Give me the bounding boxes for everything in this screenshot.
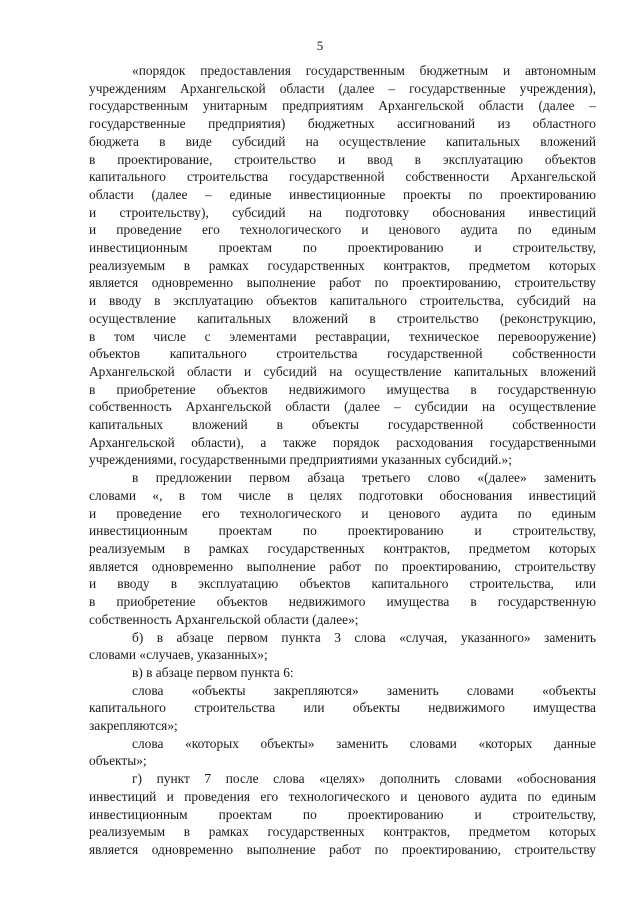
text-line: и вводу в эксплуатацию объектов капитального строительства, или bbox=[89, 576, 596, 592]
text-line: государственные предприятия) бюджетных ассигнований из областного bbox=[89, 116, 596, 132]
text-line: является одновременно выполнение работ по проектированию, строительству bbox=[89, 558, 596, 574]
text-line: осуществление капитальных вложений в строительство (реконструкцию, bbox=[89, 310, 596, 326]
text-line: в том числе с элементами реставрации, техническое перевооружение) bbox=[89, 328, 596, 344]
text-line: является одновременно выполнение работ по проектированию, строительству bbox=[89, 275, 596, 291]
text-line: слова «объекты закрепляются» заменить словами «объекты bbox=[132, 682, 596, 698]
text-line: капитального строительства или объекты недвижимого имущества bbox=[89, 700, 596, 716]
text-line: и вводу в эксплуатацию объектов капитального строительства, субсидий на bbox=[89, 293, 596, 309]
text-line: государственным унитарным предприятиям Архангельской области (далее – bbox=[89, 98, 596, 114]
text-line: Архангельской области), а также порядок расходования государственными bbox=[89, 434, 596, 450]
paragraph bbox=[89, 735, 596, 770]
text-line: б) в абзаце первом пункта 3 слова «случая, указанного» заменить bbox=[132, 629, 596, 645]
text-line: в приобретение объектов недвижимого имущества в государственную bbox=[89, 594, 596, 610]
text-line: в) в абзаце первом пункта 6: bbox=[132, 664, 294, 680]
text-line: и проведение его технологического и ценового аудита по единым bbox=[89, 222, 596, 238]
text-line: в проектирование, строительство и ввод в эксплуатацию объектов bbox=[89, 151, 596, 167]
text-line: словами «, в том числе в целях подготовки обоснования инвестиций bbox=[89, 487, 596, 503]
text-line: и строительству), субсидий на подготовку обоснования инвестиций bbox=[89, 204, 596, 220]
text-line: объектов капитального строительства государственной собственности bbox=[89, 346, 596, 362]
text-line: объекты»; bbox=[89, 753, 147, 769]
text-line: реализуемым в рамках государственных контрактов, предметом которых bbox=[89, 824, 596, 840]
text-line: инвестиционным проектам по проектированию и строительству, bbox=[89, 523, 596, 539]
paragraph bbox=[89, 682, 596, 735]
text-line: капитального строительства государственной собственности Архангельской bbox=[89, 169, 596, 185]
text-line: и проведение его технологического и ценового аудита по единым bbox=[89, 505, 596, 521]
text-line: является одновременно выполнение работ по проектированию, строительству bbox=[89, 841, 596, 857]
paragraph bbox=[89, 62, 596, 469]
page-number: 5 bbox=[316, 38, 324, 53]
paragraph bbox=[89, 664, 596, 682]
text-line: слова «которых объекты» заменить словами «которых данные bbox=[132, 735, 596, 751]
text-line: реализуемым в рамках государственных контрактов, предметом которых bbox=[89, 540, 596, 556]
paragraph bbox=[89, 629, 596, 664]
text-line: в приобретение объектов недвижимого имущества в государственную bbox=[89, 381, 596, 397]
text-line: реализуемым в рамках государственных контрактов, предметом которых bbox=[89, 257, 596, 273]
text-line: инвестиций и проведения его технологического и ценового аудита по единым bbox=[89, 788, 596, 804]
text-line: в предложении первом абзаца третьего слово «(далее» заменить bbox=[132, 470, 596, 486]
text-line: «порядок предоставления государственным бюджетным и автономным bbox=[132, 63, 596, 78]
text-line: бюджета в виде субсидий на осуществление капитальных вложений bbox=[89, 133, 596, 149]
document-body bbox=[89, 62, 596, 859]
text-line: учреждениям Архангельской области (далее – государственные учреждения), bbox=[89, 80, 596, 96]
text-line: инвестиционным проектам по проектированию и строительству, bbox=[89, 806, 596, 822]
paragraph bbox=[89, 770, 596, 859]
text-line: г) пункт 7 после слова «целях» дополнить словами «обоснования bbox=[132, 771, 596, 787]
text-line: учреждениями, государственными предприятиями указанных субсидий.»; bbox=[89, 452, 512, 468]
text-line: собственность Архангельской области (далее – субсидии на осуществление bbox=[89, 399, 596, 415]
text-line: инвестиционным проектам по проектированию и строительству, bbox=[89, 240, 596, 256]
text-line: Архангельской области и субсидий на осуществление капитальных вложений bbox=[89, 363, 596, 379]
text-line: капитальных вложений в объекты государственной собственности bbox=[89, 417, 596, 433]
text-line: области (далее – единые инвестиционные проекты по проектированию bbox=[89, 186, 596, 202]
paragraph bbox=[89, 469, 596, 628]
text-line: словами «случаев, указанных»; bbox=[89, 647, 268, 663]
text-line: закрепляются»; bbox=[89, 718, 178, 734]
text-line: собственность Архангельской области (далее»; bbox=[89, 611, 359, 627]
